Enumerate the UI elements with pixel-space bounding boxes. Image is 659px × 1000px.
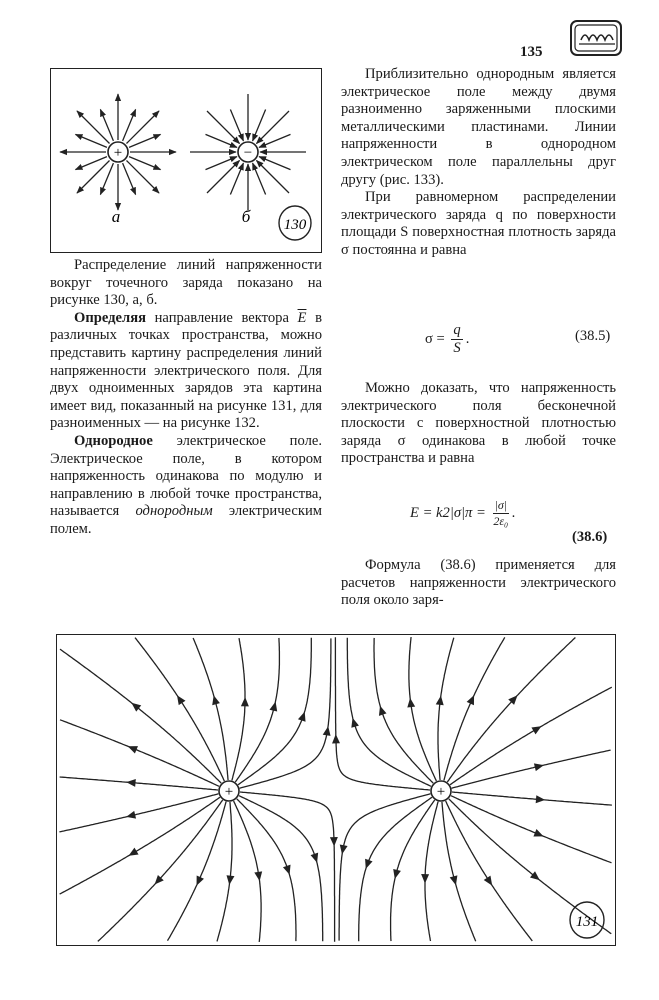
- field-arrow: [394, 870, 400, 878]
- page-number: 135: [520, 44, 543, 60]
- section-logo-icon: [569, 18, 625, 58]
- field-arrow: [366, 860, 372, 868]
- field-line: [168, 802, 227, 941]
- field-arrow: [536, 796, 543, 802]
- figure-131: [56, 634, 616, 946]
- field-line: [217, 802, 232, 941]
- vector-e: $\overline{E}$: [297, 309, 307, 326]
- field-line: [438, 638, 454, 780]
- field-arrow: [533, 727, 541, 733]
- label-b: б: [241, 207, 251, 226]
- paragraph-vector-a: направление вектора: [146, 309, 298, 326]
- italic-odnorodnym: однородным: [135, 503, 213, 520]
- field-arrow: [255, 872, 261, 879]
- field-arrow: [485, 877, 491, 885]
- field-line: [446, 801, 533, 941]
- minus-charge-sign: −: [243, 145, 253, 161]
- paragraph-infinite-plane: Можно доказать, что напряженность электрического поля бесконечной плоскости с поверхностной плотностью заряда σ одинакова в любой точке пространства и равна: [341, 380, 616, 467]
- field-arrow: [534, 830, 542, 836]
- left-plus-sign: +: [224, 784, 234, 800]
- field-line: [447, 638, 575, 783]
- field-arrow: [333, 736, 339, 743]
- field-line: [193, 638, 228, 780]
- field-line: [451, 796, 612, 863]
- field-line: [339, 794, 430, 941]
- field-line: [77, 160, 110, 193]
- field-arrow: [331, 838, 337, 845]
- field-line: [240, 638, 331, 788]
- eq2-numerator: |σ|: [494, 498, 508, 512]
- field-line: [126, 111, 159, 144]
- field-line: [60, 720, 219, 787]
- field-line: [77, 111, 110, 144]
- field-arrow: [324, 728, 330, 735]
- figure-131-number: 131: [575, 914, 599, 930]
- paragraph-uniform-a: электрическое поле. Электрическое поле, в котором напряженность одинакова по модулю и направлению в любой точке пространства, называется: [50, 432, 322, 520]
- field-arrow: [535, 764, 543, 770]
- field-arrow: [227, 876, 233, 883]
- field-line: [60, 797, 220, 894]
- field-arrow: [271, 703, 277, 711]
- figure-130-number: 130: [283, 217, 307, 233]
- field-line: [256, 160, 289, 193]
- eq2-end: .: [512, 504, 516, 521]
- field-arrow: [242, 699, 248, 706]
- field-line: [347, 638, 431, 787]
- figure-130: [50, 68, 322, 253]
- field-line: [98, 800, 223, 941]
- paragraph-plates: Приблизительно однородным является электрическое поле между двумя разноименно заряженными плоскими металлическими пластинами. Линии напряженности в однородном электрическом поле параллельны друг другу (рис. 133).: [341, 66, 616, 188]
- right-column-top: [341, 66, 616, 260]
- left-column: [50, 257, 322, 539]
- field-line: [256, 111, 289, 144]
- field-arrow: [422, 875, 428, 882]
- field-line: [444, 637, 505, 780]
- field-line: [60, 649, 221, 783]
- right-column-middle: [341, 380, 616, 468]
- paragraph-formula: Формула (38.6) применяется для расчетов напряженности электрического поля около заря-: [341, 557, 616, 609]
- field-line: [59, 794, 218, 832]
- field-line: [239, 796, 323, 942]
- bold-odnorodnoe: Однородное: [74, 432, 153, 449]
- field-line: [452, 792, 612, 805]
- eq1-lhs: σ =: [425, 331, 445, 347]
- eq1-end: .: [465, 330, 470, 347]
- field-line: [207, 160, 240, 193]
- field-line: [234, 801, 262, 942]
- field-line: [232, 638, 245, 780]
- equation-number-38-6: (38.6): [572, 529, 608, 545]
- field-arrow: [130, 849, 138, 855]
- field-line: [359, 797, 432, 941]
- field-arrow: [213, 697, 219, 705]
- plus-charge-sign: +: [113, 145, 123, 161]
- paragraph-uniform-b: электрическим полем.: [50, 503, 323, 537]
- field-line: [60, 777, 218, 790]
- field-line: [126, 160, 159, 193]
- field-line: [135, 638, 224, 781]
- field-arrow: [312, 854, 318, 862]
- field-arrow: [197, 877, 203, 885]
- field-arrow: [128, 812, 136, 818]
- field-arrow: [128, 780, 135, 786]
- field-arrow: [299, 713, 305, 721]
- paragraph-density: При равномерном распределении электрического заряда q по поверхности площади S поверхностная плотность заряда σ постоянна и равна: [341, 189, 616, 258]
- field-arrow: [437, 697, 443, 704]
- field-arrow: [352, 719, 358, 727]
- field-arrow: [451, 876, 457, 884]
- label-a: а: [111, 207, 121, 226]
- field-arrow: [341, 845, 347, 853]
- equation-38-5: [425, 322, 469, 357]
- eq2-denominator: 2ε₀: [493, 514, 509, 528]
- field-arrow: [380, 707, 386, 715]
- right-column-bottom: [341, 557, 616, 610]
- field-arrow: [468, 697, 474, 705]
- right-plus-sign: +: [436, 784, 446, 800]
- eq1-denominator: S: [453, 340, 461, 356]
- field-arrow: [284, 866, 290, 874]
- field-arrow: [408, 700, 414, 707]
- equation-number-38-5: (38.5): [575, 328, 611, 344]
- field-line: [409, 637, 437, 781]
- field-line: [442, 802, 476, 941]
- bold-opredelyaya: Определяя: [74, 309, 146, 326]
- paragraph-vector-b: в различных точках пространства, можно представить картину распределения линий напряженности электрического поля. Для двух одноименных зарядов эта картина имеет вид, показанный на рисунке 131, для разноименных — на рисунке 132.: [50, 309, 322, 432]
- eq2-lhs: E = k2|σ|π =: [410, 505, 486, 521]
- eq1-numerator: q: [453, 322, 461, 338]
- field-line: [207, 111, 240, 144]
- paragraph-130: Распределение линий напряженности вокруг точечного заряда показано на рисунке 130, а, б.: [50, 257, 322, 309]
- field-arrow: [178, 697, 184, 705]
- field-line: [425, 802, 438, 941]
- equation-38-6: [410, 498, 516, 529]
- field-line: [450, 687, 612, 785]
- field-arrow: [129, 747, 137, 753]
- field-line: [452, 750, 611, 788]
